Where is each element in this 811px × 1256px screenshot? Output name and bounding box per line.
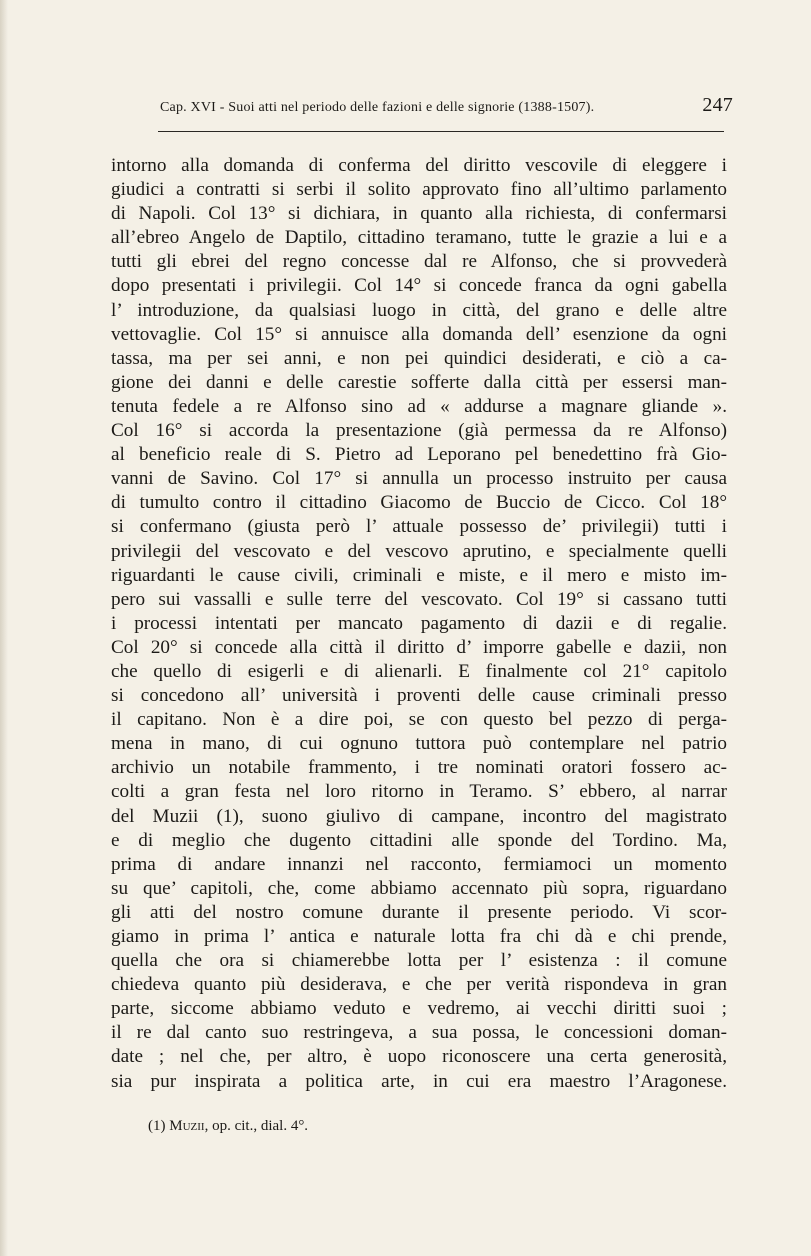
- text-line: mena in mano, di cui ognuno tuttora può contemplare nel patrio: [111, 733, 727, 755]
- text-line: tassa, ma per sei anni, e non pei quindici desiderati, e ciò a ca-: [111, 347, 727, 369]
- footnote-reference: , op. cit., dial. 4°.: [204, 1118, 309, 1134]
- footnote: [148, 1118, 308, 1135]
- text-line: che quello di esigerli e di alienarli. E finalmente col 21° capitolo: [111, 660, 727, 682]
- page-edge-shadow: [0, 0, 8, 1256]
- text-line: pero sui vassalli e sulle terre del vescovato. Col 19° si cassano tutti: [111, 588, 727, 610]
- text-line: parte, siccome abbiamo veduto e vedremo, ai vecchi diritti suoi ;: [111, 998, 727, 1020]
- text-line: giudici a contratti si serbi il solito approvato fino all’ultimo parlamento: [111, 179, 727, 201]
- text-line: archivio un notabile frammento, i tre nominati oratori fossero ac-: [111, 757, 727, 779]
- footnote-author: Muzii: [169, 1118, 205, 1134]
- text-line: privilegii del vescovato e del vescovo aprutino, e specialmente quelli: [111, 540, 727, 562]
- text-line: e di meglio che dugento cittadini alle sponde del Tordino. Ma,: [111, 829, 727, 851]
- text-line: tenuta fedele a re Alfonso sino ad « addurse a magnare gliande ».: [111, 395, 727, 417]
- text-line: tutti gli ebrei del regno concesse dal re Alfonso, che si provvederà: [111, 251, 727, 273]
- text-line: dopo presentati i privilegii. Col 14° si concede franca da ogni gabella: [111, 275, 727, 297]
- text-line: giamo in prima l’ antica e naturale lotta fra chi dà e chi prende,: [111, 926, 727, 947]
- page-number: 247: [702, 94, 733, 116]
- text-line: sia pur inspirata a politica arte, in cui era maestro l’Aragonese.: [111, 1070, 727, 1092]
- text-line: quella che ora si chiamerebbe lotta per l’ esistenza : il comune: [111, 950, 727, 972]
- text-line: Col 16° si accorda la presentazione (già permessa da re Alfonso): [111, 420, 727, 442]
- text-line: vettovaglie. Col 15° si annuisce alla domanda dell’ esenzione da ogni: [111, 323, 727, 345]
- text-line: si confermano (giusta però l’ attuale possesso de’ privilegii) tutti i: [111, 516, 727, 538]
- footnote-marker: (1): [148, 1118, 166, 1134]
- text-line: riguardanti le cause civili, criminali e miste, e il mero e misto im-: [111, 564, 727, 586]
- text-line: gione dei danni e delle carestie sofferte dalla città per essersi man-: [111, 371, 727, 393]
- text-line: vanni de Savino. Col 17° si annulla un processo instruito per causa: [111, 468, 727, 490]
- text-line: colti a gran festa nel loro ritorno in Teramo. S’ ebbero, al narrar: [111, 781, 727, 803]
- running-title: Cap. XVI - Suoi atti nel periodo delle fazioni e delle signorie (1388-1507).: [160, 100, 595, 115]
- running-head: [160, 94, 740, 116]
- text-line: del Muzii (1), suono giulivo di campane, incontro del magistrato: [111, 805, 727, 827]
- text-line: Col 20° si concede alla città il diritto d’ imporre gabelle e dazii, non: [111, 636, 727, 658]
- text-line: l’ introduzione, da qualsiasi luogo in città, del grano e delle altre: [111, 299, 727, 321]
- text-line: intorno alla domanda di conferma del diritto vescovile di eleggere i: [111, 155, 727, 176]
- text-line: all’ebreo Angelo de Daptilo, cittadino teramano, tutte le grazie a lui e a: [111, 227, 727, 249]
- text-line: al beneficio reale di S. Pietro ad Leporano pel benedettino frà Gio-: [111, 444, 727, 466]
- body-text: [111, 154, 727, 1094]
- text-line: chiedeva quanto più desiderava, e che per verità rispondeva in gran: [111, 974, 727, 996]
- text-line: i processi intentati per mancato pagamento di dazii e di regalie.: [111, 612, 727, 634]
- text-line: di Napoli. Col 13° si dichiara, in quanto alla richiesta, di confermarsi: [111, 203, 727, 225]
- text-line: prima di andare innanzi nel racconto, fermiamoci un momento: [111, 853, 727, 875]
- header-rule: [158, 131, 724, 132]
- text-line: il re dal canto suo restringeva, a sua possa, le concessioni doman-: [111, 1022, 727, 1044]
- text-line: su que’ capitoli, che, come abbiamo accennato più sopra, riguardano: [111, 877, 727, 899]
- text-line: di tumulto contro il cittadino Giacomo de Buccio de Cicco. Col 18°: [111, 492, 727, 514]
- text-line: gli atti del nostro comune durante il presente periodo. Vi scor-: [111, 901, 727, 923]
- text-line: si concedono all’ università i proventi delle cause criminali presso: [111, 685, 727, 707]
- text-line: il capitano. Non è a dire poi, se con questo bel pezzo di perga-: [111, 709, 727, 731]
- text-line: date ; nel che, per altro, è uopo riconoscere una certa generosità,: [111, 1046, 727, 1068]
